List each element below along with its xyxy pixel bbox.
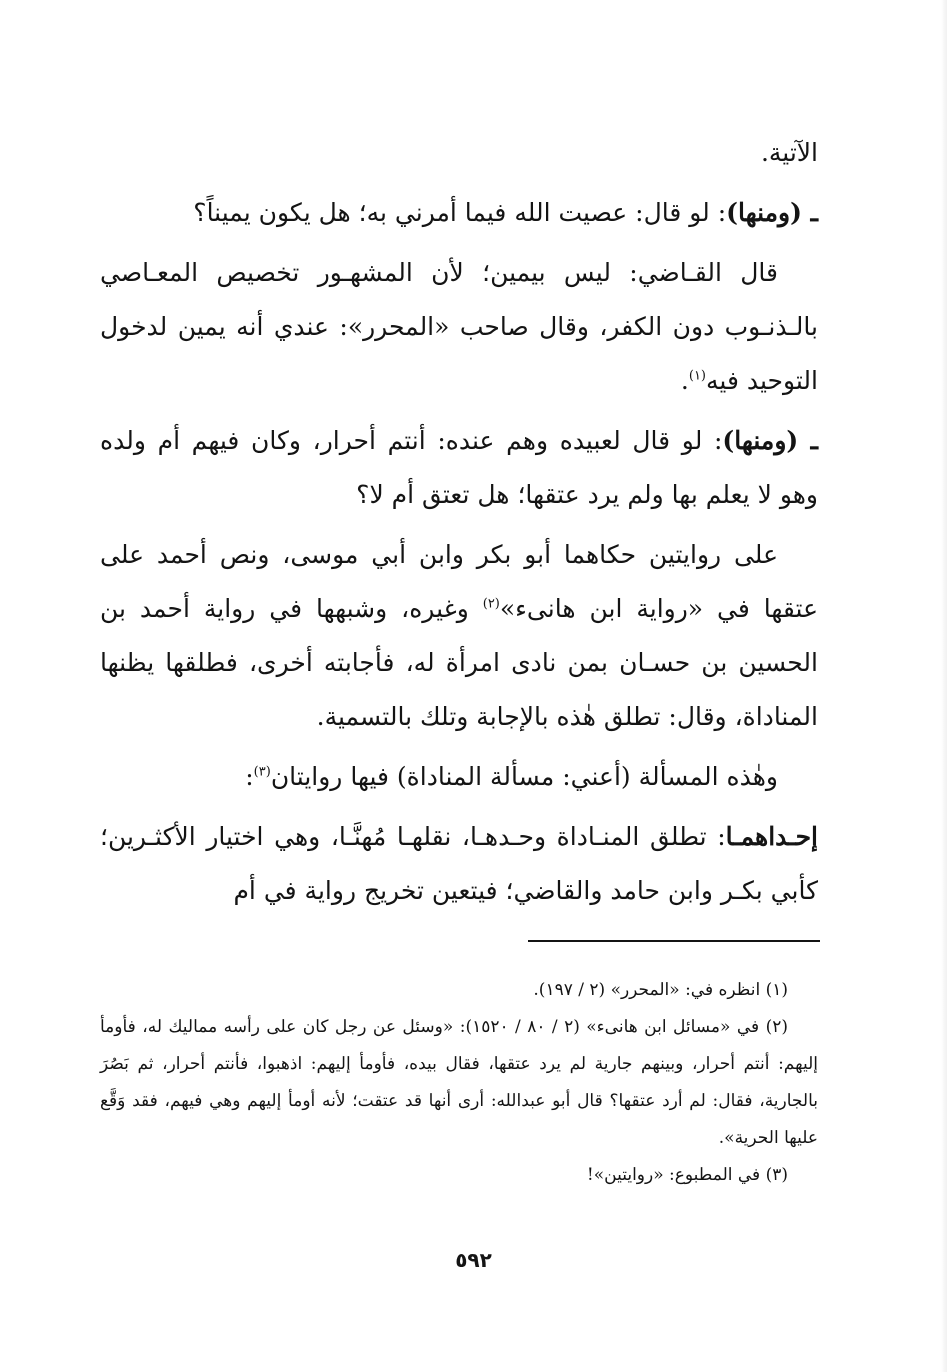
- case-marker: ـ (ومنها): [726, 198, 818, 227]
- main-text: [100, 126, 818, 924]
- footnote-ref-1: (١): [688, 368, 706, 384]
- case-marker: ـ (ومنها): [722, 426, 818, 455]
- paragraph-end: .: [680, 366, 689, 395]
- case-text: : لو قال لعبيده وهم عنده: أنتم أحرار، وكان فيهم أم ولده وهو لا يعلم بها ولم يرد عتقها؛ هل تعتق أم لا؟: [100, 426, 818, 509]
- scan-edge-shadow: [941, 0, 947, 1372]
- continuation-text: الآتية.: [760, 138, 818, 167]
- footnote-1: (١) انظره في: «المحرر» (٢ / ١٩٧).: [533, 980, 788, 1000]
- paragraph-text-continued: وغيره، وشبهها في رواية أحمد بن الحسين بن حسـان بمن نادى امرأة له، فأجابته أخرى، فطلقها يظنها المناداة، وقال: تطلق هٰذه بالإجابة وتلك بالتسمية.: [100, 594, 818, 731]
- footnote-ref-2: (٢): [482, 596, 500, 612]
- case-text: : لو قال: عصيت الله فيما أمرني به؛ هل يكون يميناً؟: [193, 198, 727, 227]
- paragraph-continuation: [100, 126, 818, 180]
- narration-marker: إحـداهمـا: [725, 822, 818, 851]
- footnote-ref-3: (٣): [253, 764, 271, 780]
- paragraph-calling-issue: [100, 750, 818, 804]
- paragraph-case-slaves: [100, 414, 818, 522]
- footnote-3: (٣) في المطبوع: «روايتين»!: [586, 1165, 788, 1185]
- paragraph-qadi-opinion: [100, 246, 818, 408]
- paragraph-two-narrations: [100, 528, 818, 744]
- footnote-2: (٢) في «مسائل ابن هانىء» (٢ / ٨٠ / ١٥٢٠): «وسئل عن رجل كان على رأسه مماليك له، فأومأ إليهم: أنتم أحرار، وبينهم جارية لم يرد عتقها، فقال بيده، فأومأ إليهم: اذهبوا، فأنتم أحرار، ثم بَصُرَ بالجارية، فقال: لم أرد عتقها؟ قال أبو عبدالله: أرى أنها قد عتقت؛ لأنه أومأ إليهم وهي فيهم، فقد وَقَّع عليها الحرية».: [100, 1017, 818, 1148]
- footnote-separator: [528, 940, 820, 942]
- paragraph-text: على روايتين حكاهما أبو بكر وابن أبي موسى، ونص أحمد على عتقها في «رواية ابن هانىء»: [100, 540, 819, 623]
- page-number: ٥٩٢: [455, 1248, 492, 1272]
- paragraph-case-oath: [100, 186, 818, 240]
- paragraph-first-narration: [100, 810, 818, 918]
- paragraph-text: قال القـاضي: ليس بيمين؛ لأن المشهـور تخصيص المعـاصي بالـذنـوب دون الكفر، وقال صاحب «المحرر»: عندي أنه يمين لدخول التوحيد فيه: [100, 258, 818, 395]
- footnotes: [100, 972, 818, 1194]
- paragraph-text: وهٰذه المسألة (أعني: مسألة المناداة) فيها روايتان: [270, 762, 778, 791]
- narration-text: : تطلق المنـاداة وحـدهـا، نقلهـا مُهنَّـا، وهي اختيار الأكثـرين؛ كأبي بكـر وابن حامد والقاضي؛ فيتعين تخريج رواية في أم: [100, 822, 818, 905]
- paragraph-end: :: [245, 762, 254, 791]
